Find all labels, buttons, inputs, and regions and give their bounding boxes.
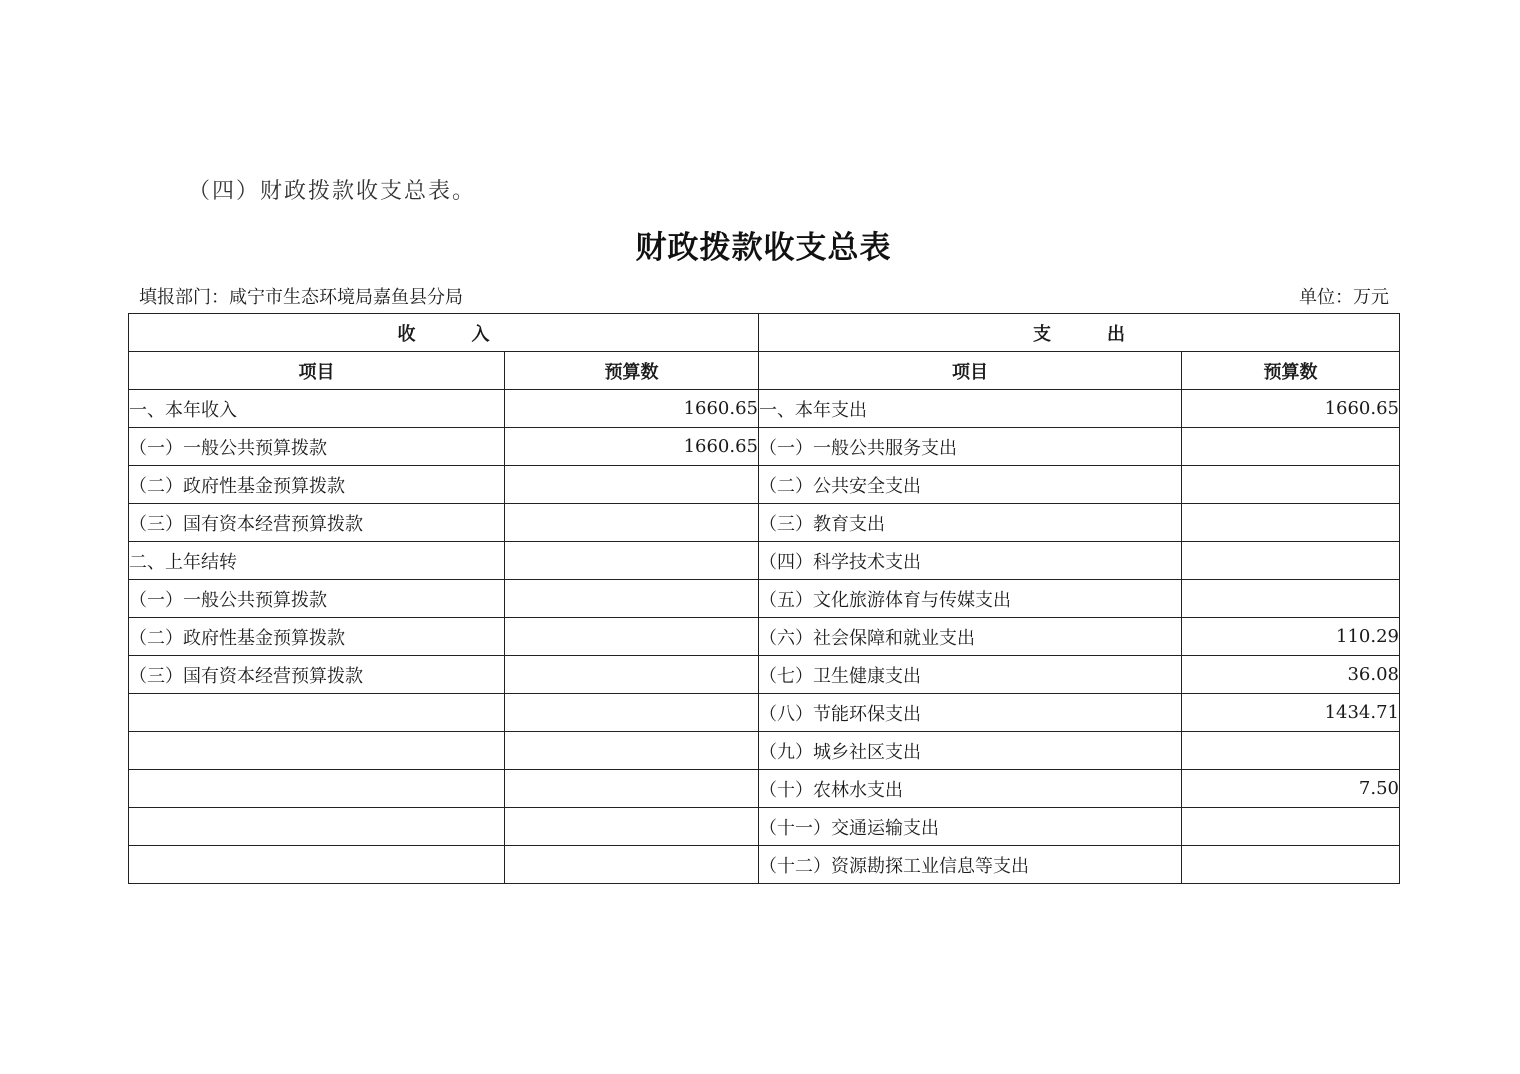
expense-item-cell: （三）教育支出 xyxy=(759,504,1182,542)
income-item-cell: 二、上年结转 xyxy=(129,542,505,580)
expense-item-cell: （四）科学技术支出 xyxy=(759,542,1182,580)
expense-item-cell: （七）卫生健康支出 xyxy=(759,656,1182,694)
income-value-cell xyxy=(505,580,759,618)
income-value-cell xyxy=(505,846,759,884)
income-item-cell xyxy=(129,770,505,808)
income-item-cell xyxy=(129,694,505,732)
income-value-cell xyxy=(505,466,759,504)
expense-budget-header: 预算数 xyxy=(1182,352,1400,390)
income-item-cell xyxy=(129,846,505,884)
expense-value-cell xyxy=(1182,732,1400,770)
income-value-cell xyxy=(505,542,759,580)
table-row xyxy=(129,656,1400,694)
expense-item-cell: （八）节能环保支出 xyxy=(759,694,1182,732)
expense-value-cell: 7.50 xyxy=(1182,770,1400,808)
table-row xyxy=(129,504,1400,542)
unit-label: 单位：万元 xyxy=(1299,287,1389,308)
table-row xyxy=(129,390,1400,428)
income-item-cell xyxy=(129,808,505,846)
table-row xyxy=(129,732,1400,770)
table-row xyxy=(129,466,1400,504)
column-header-row xyxy=(129,352,1400,390)
expense-value-cell xyxy=(1182,542,1400,580)
expense-value-cell: 36.08 xyxy=(1182,656,1400,694)
table-row xyxy=(129,808,1400,846)
table-row xyxy=(129,770,1400,808)
expense-item-cell: （十）农林水支出 xyxy=(759,770,1182,808)
expense-value-cell xyxy=(1182,846,1400,884)
income-value-cell xyxy=(505,694,759,732)
expense-value-cell: 1434.71 xyxy=(1182,694,1400,732)
income-value-cell xyxy=(505,808,759,846)
table-row xyxy=(129,542,1400,580)
expense-item-cell: （九）城乡社区支出 xyxy=(759,732,1182,770)
expense-item-cell: 一、本年支出 xyxy=(759,390,1182,428)
table-row xyxy=(129,694,1400,732)
income-item-header: 项目 xyxy=(129,352,505,390)
table-row xyxy=(129,618,1400,656)
income-item-cell: （三）国有资本经营预算拨款 xyxy=(129,504,505,542)
income-item-cell: （一）一般公共预算拨款 xyxy=(129,580,505,618)
expense-item-cell: （十二）资源勘探工业信息等支出 xyxy=(759,846,1182,884)
income-value-cell xyxy=(505,618,759,656)
income-value-cell xyxy=(505,770,759,808)
expense-item-cell: （一）一般公共服务支出 xyxy=(759,428,1182,466)
section-heading: （四）财政拨款收支总表。 xyxy=(188,179,477,204)
income-value-cell: 1660.65 xyxy=(505,428,759,466)
income-value-cell xyxy=(505,732,759,770)
expense-value-cell xyxy=(1182,808,1400,846)
expense-item-cell: （五）文化旅游体育与传媒支出 xyxy=(759,580,1182,618)
income-budget-header: 预算数 xyxy=(505,352,759,390)
expense-value-cell xyxy=(1182,580,1400,618)
expense-value-cell: 1660.65 xyxy=(1182,390,1400,428)
group-header-row xyxy=(129,314,1400,352)
page-title: 财政拨款收支总表 xyxy=(635,230,892,266)
expense-item-cell: （六）社会保障和就业支出 xyxy=(759,618,1182,656)
budget-table xyxy=(128,313,1400,884)
table-row xyxy=(129,428,1400,466)
expense-value-cell xyxy=(1182,504,1400,542)
expense-value-cell: 110.29 xyxy=(1182,618,1400,656)
department-label: 填报部门：咸宁市生态环境局嘉鱼县分局 xyxy=(139,287,463,308)
income-item-cell: （三）国有资本经营预算拨款 xyxy=(129,656,505,694)
income-group-header: 收入 xyxy=(129,314,759,352)
expense-group-header: 支出 xyxy=(759,314,1400,352)
expense-value-cell xyxy=(1182,428,1400,466)
income-item-cell: （二）政府性基金预算拨款 xyxy=(129,618,505,656)
income-item-cell xyxy=(129,732,505,770)
income-value-cell: 1660.65 xyxy=(505,390,759,428)
expense-item-header: 项目 xyxy=(759,352,1182,390)
income-item-cell: （一）一般公共预算拨款 xyxy=(129,428,505,466)
table-row xyxy=(129,580,1400,618)
income-value-cell xyxy=(505,656,759,694)
expense-item-cell: （十一）交通运输支出 xyxy=(759,808,1182,846)
expense-item-cell: （二）公共安全支出 xyxy=(759,466,1182,504)
income-value-cell xyxy=(505,504,759,542)
income-item-cell: （二）政府性基金预算拨款 xyxy=(129,466,505,504)
table-row xyxy=(129,846,1400,884)
table-body xyxy=(129,390,1400,884)
income-item-cell: 一、本年收入 xyxy=(129,390,505,428)
expense-value-cell xyxy=(1182,466,1400,504)
